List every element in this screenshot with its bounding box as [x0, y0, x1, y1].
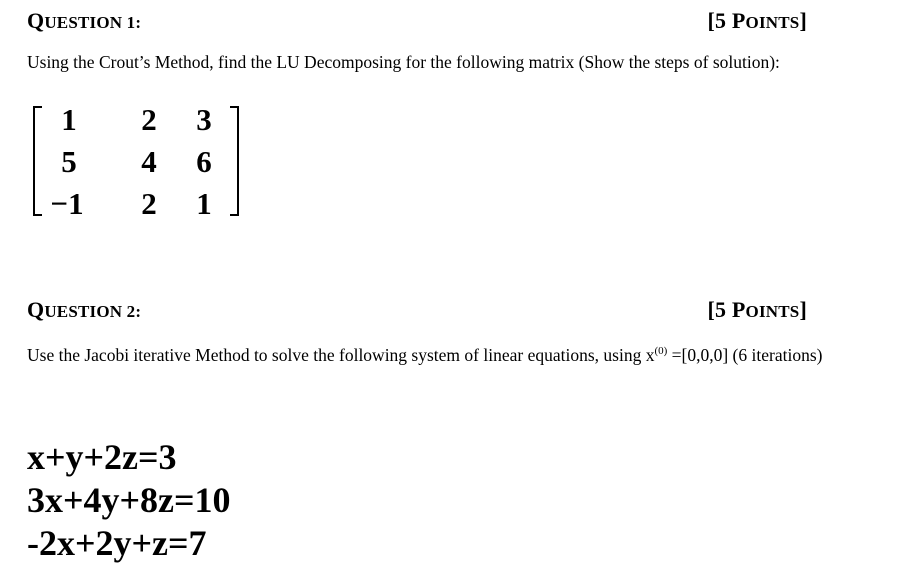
equation: x+y+2z=3 — [27, 437, 177, 477]
question-2-heading — [27, 297, 807, 323]
matrix-cell: 2 — [141, 102, 157, 137]
question-2-prompt: Use the Jacobi iterative Method to solve the following system of linear equations, using $x^{(0)} =[0,0,0]$ (6 iterations) — [27, 345, 823, 365]
initial-guess-superscript: (0) — [654, 345, 668, 357]
question-1-prompt: Using the Crout’s Method, find the LU Decomposing for the following matrix (Show the steps of solution): — [27, 52, 780, 72]
matrix — [27, 100, 247, 222]
question-1-heading — [27, 8, 807, 34]
matrix-cell: 2 — [141, 186, 157, 221]
matrix-cell: −1 — [50, 186, 84, 221]
matrix-cell: 1 — [196, 186, 212, 221]
equation: 3x+4y+8z=10 — [27, 480, 231, 520]
question-1-title: QUESTION 1: — [27, 8, 142, 33]
matrix-cell: 5 — [61, 144, 77, 179]
matrix-cell: 4 — [141, 144, 157, 179]
question-2-points: [5 POINTS] — [707, 297, 807, 322]
question-1-points: [5 POINTS] — [707, 8, 807, 33]
matrix-cell: 3 — [196, 102, 212, 137]
equation-system — [27, 436, 231, 565]
matrix-cell: 1 — [61, 102, 77, 137]
matrix-cell: 6 — [196, 144, 212, 179]
question-2-title: QUESTION 2: — [27, 297, 142, 322]
equation: -2x+2y+z=7 — [27, 523, 207, 563]
